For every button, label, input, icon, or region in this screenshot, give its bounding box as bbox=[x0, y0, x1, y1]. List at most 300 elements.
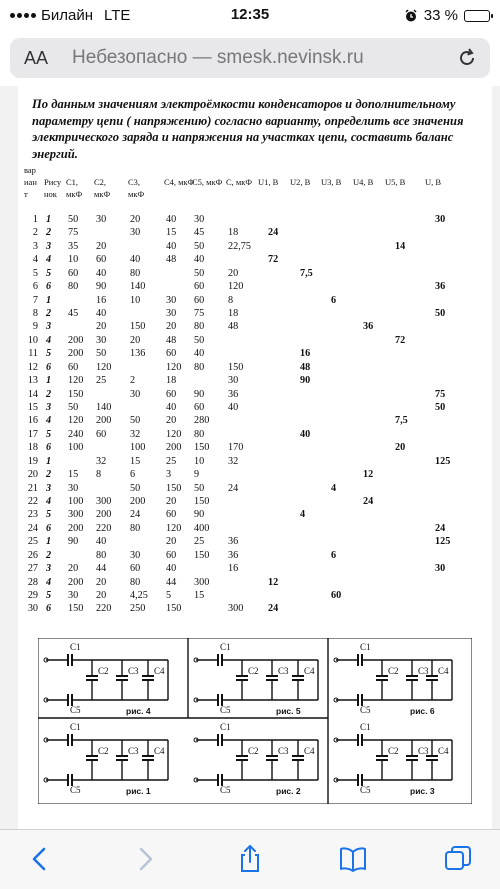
figure-number: 5 bbox=[46, 267, 52, 279]
table-cell: 200 bbox=[130, 496, 146, 508]
table-cell: 44 bbox=[96, 563, 107, 575]
figure-caption: рис. 2 bbox=[276, 786, 301, 796]
table-cell: 240 bbox=[68, 428, 84, 440]
table-cell: 15 bbox=[166, 227, 177, 239]
table-cell: 90 bbox=[194, 388, 205, 400]
table-cell: 40 bbox=[166, 214, 177, 225]
circuit-figure bbox=[194, 642, 318, 716]
table-cell: 3 bbox=[166, 469, 172, 481]
table-cell: 25 bbox=[166, 455, 177, 467]
table-cell: 140 bbox=[96, 402, 112, 414]
table-cell: 120 bbox=[166, 361, 182, 373]
table-cell: 220 bbox=[96, 522, 112, 534]
capacitor-label: C1 bbox=[360, 722, 371, 732]
capacitor-label: C1 bbox=[360, 642, 371, 652]
column-header-line: C, мкФ bbox=[226, 177, 253, 187]
tabs-icon[interactable] bbox=[443, 844, 473, 874]
table-cell: 300 bbox=[194, 576, 210, 588]
capacitor-label: C3 bbox=[128, 666, 139, 676]
table-cell: 20 bbox=[130, 334, 141, 346]
table-cell: 20 bbox=[96, 240, 107, 252]
capacitor-label: C3 bbox=[418, 666, 429, 676]
capacitor-label: C2 bbox=[248, 746, 259, 756]
table-cell: 12 bbox=[268, 576, 279, 588]
table-cell: 60 bbox=[96, 428, 107, 440]
figure-number: 5 bbox=[46, 348, 52, 360]
capacitor-label: C2 bbox=[98, 666, 109, 676]
table-cell: 30 bbox=[96, 214, 107, 225]
table-cell: 24 bbox=[268, 227, 279, 239]
table-cell: 40 bbox=[300, 428, 311, 440]
table-cell: 32 bbox=[96, 455, 107, 467]
chevron-left-icon[interactable] bbox=[25, 844, 55, 874]
capacitor-label: C3 bbox=[278, 666, 289, 676]
figure-number: 2 bbox=[46, 308, 52, 319]
table-cell: 80 bbox=[96, 549, 107, 561]
table-cell: 30 bbox=[130, 388, 141, 400]
variant-number: 18 bbox=[27, 442, 38, 454]
table-cell: 80 bbox=[130, 267, 141, 279]
column-header bbox=[24, 164, 37, 200]
table-cell: 30 bbox=[166, 294, 177, 306]
column-header bbox=[226, 176, 252, 188]
table-cell: 4 bbox=[331, 482, 337, 494]
table-cell: 150 bbox=[68, 603, 84, 615]
table-cell: 30 bbox=[194, 214, 205, 225]
table-cell: 20 bbox=[166, 415, 177, 427]
table-cell: 90 bbox=[194, 509, 205, 521]
table-cell: 90 bbox=[300, 375, 311, 387]
table-cell: 48 bbox=[166, 334, 177, 346]
table-cell: 220 bbox=[96, 603, 112, 615]
table-cell: 40 bbox=[228, 402, 239, 414]
table-cell: 20 bbox=[228, 267, 239, 279]
figure-number: 5 bbox=[46, 428, 52, 440]
table-cell: 80 bbox=[194, 428, 205, 440]
table-cell: 200 bbox=[68, 348, 84, 360]
table-cell: 16 bbox=[96, 294, 107, 306]
figure-number: 5 bbox=[46, 590, 52, 602]
table-cell: 40 bbox=[96, 536, 107, 548]
figure-number: 6 bbox=[46, 442, 52, 454]
table-cell: 250 bbox=[130, 603, 146, 615]
table-cell: 120 bbox=[228, 281, 244, 293]
bookmarks-icon[interactable] bbox=[338, 844, 368, 874]
column-header-line: мкФ bbox=[128, 189, 145, 199]
table-cell: 150 bbox=[228, 361, 244, 373]
table-cell: 200 bbox=[68, 334, 84, 346]
table-cell: 6 bbox=[130, 469, 136, 481]
variant-number: 27 bbox=[27, 563, 38, 575]
table-cell: 60 bbox=[194, 294, 205, 306]
table-cell: 24 bbox=[268, 603, 279, 615]
figure-number: 1 bbox=[46, 536, 52, 548]
table-cell: 24 bbox=[435, 522, 446, 534]
column-header-line: нок bbox=[44, 189, 57, 199]
capacitor-label: C4 bbox=[154, 746, 165, 756]
figure-number: 3 bbox=[46, 402, 52, 414]
table-cell: 32 bbox=[130, 428, 141, 440]
text-size-button[interactable] bbox=[24, 48, 48, 69]
figure-number: 6 bbox=[46, 361, 52, 373]
table-cell: 72 bbox=[395, 334, 406, 346]
variant-number: 20 bbox=[27, 469, 38, 481]
figure-number: 3 bbox=[46, 321, 52, 333]
variant-number: 15 bbox=[27, 402, 38, 414]
table-cell: 32 bbox=[228, 455, 239, 467]
figure-caption: рис. 4 bbox=[126, 706, 151, 716]
variant-number: 10 bbox=[27, 334, 38, 346]
table-cell: 100 bbox=[130, 442, 146, 454]
text-size-label: AA bbox=[24, 48, 49, 68]
table-cell: 136 bbox=[130, 348, 146, 360]
circuit-figure bbox=[44, 722, 168, 796]
table-cell: 9 bbox=[194, 469, 200, 481]
table-cell: 36 bbox=[363, 321, 374, 333]
table-cell: 50 bbox=[194, 482, 205, 494]
table-cell: 100 bbox=[68, 442, 84, 454]
column-header-line: U2, В bbox=[290, 177, 311, 187]
network-type: LTE bbox=[103, 7, 131, 24]
figure-number: 4 bbox=[46, 334, 52, 346]
table-cell: 200 bbox=[68, 522, 84, 534]
status-right bbox=[404, 7, 490, 24]
column-header bbox=[94, 176, 110, 200]
table-cell: 60 bbox=[166, 388, 177, 400]
variant-number: 12 bbox=[27, 361, 38, 373]
table-cell: 5 bbox=[166, 590, 172, 602]
table-cell: 50 bbox=[68, 214, 79, 225]
table-cell: 60 bbox=[166, 549, 177, 561]
variant-number: 29 bbox=[27, 590, 38, 602]
table-cell: 150 bbox=[166, 603, 182, 615]
table-cell: 75 bbox=[194, 308, 205, 319]
table-cell: 120 bbox=[68, 375, 84, 387]
table-cell: 20 bbox=[96, 576, 107, 588]
column-header-line: U5, В bbox=[385, 177, 406, 187]
clock: 12:35 bbox=[230, 6, 270, 23]
table-cell: 30 bbox=[130, 549, 141, 561]
capacitor-label: C3 bbox=[418, 746, 429, 756]
capacitor-label: C4 bbox=[304, 666, 315, 676]
table-cell: 45 bbox=[68, 308, 79, 319]
circuit-figure bbox=[334, 642, 452, 716]
url-text[interactable]: Небезопасно — smesk.nevinsk.ru bbox=[72, 47, 364, 68]
table-cell: 40 bbox=[194, 348, 205, 360]
battery-icon bbox=[464, 10, 490, 22]
circuit-figure bbox=[334, 722, 452, 796]
table-cell: 40 bbox=[166, 240, 177, 252]
table-cell: 50 bbox=[130, 482, 141, 494]
table-cell: 10 bbox=[68, 254, 79, 266]
table-cell: 300 bbox=[68, 509, 84, 521]
table-cell: 120 bbox=[166, 428, 182, 440]
variant-number: 30 bbox=[27, 603, 38, 615]
figure-number: 6 bbox=[46, 522, 52, 534]
table-cell: 80 bbox=[194, 361, 205, 373]
variant-number: 22 bbox=[27, 496, 38, 508]
table-cell: 40 bbox=[194, 254, 205, 266]
table-cell: 75 bbox=[435, 388, 446, 400]
figure-number: 4 bbox=[46, 576, 52, 588]
variant-number: 6 bbox=[32, 281, 38, 293]
table-cell: 48 bbox=[228, 321, 239, 333]
figure-number: 3 bbox=[46, 240, 52, 252]
table-cell: 60 bbox=[96, 254, 107, 266]
table-cell: 120 bbox=[96, 361, 112, 373]
table-cell: 20 bbox=[166, 496, 177, 508]
variant-number: 1 bbox=[32, 214, 38, 225]
table-cell: 50 bbox=[96, 348, 107, 360]
capacitor-label: C1 bbox=[70, 642, 81, 652]
table-cell: 150 bbox=[130, 321, 146, 333]
table-cell: 18 bbox=[228, 308, 239, 319]
table-cell: 20 bbox=[166, 536, 177, 548]
table-cell: 120 bbox=[68, 415, 84, 427]
reload-icon[interactable] bbox=[456, 47, 478, 69]
table-cell: 125 bbox=[435, 455, 451, 467]
status-bar bbox=[0, 0, 500, 34]
table-cell: 36 bbox=[228, 536, 239, 548]
table-cell: 30 bbox=[68, 482, 79, 494]
table-cell: 150 bbox=[68, 388, 84, 400]
share-icon[interactable] bbox=[235, 844, 265, 874]
column-header-line: C1, bbox=[66, 177, 79, 187]
table-cell: 8 bbox=[228, 294, 234, 306]
table-cell: 300 bbox=[96, 496, 112, 508]
table-cell: 20 bbox=[96, 321, 107, 333]
column-header-line: иан bbox=[24, 177, 37, 187]
table-cell: 200 bbox=[96, 509, 112, 521]
table-cell: 72 bbox=[268, 254, 279, 266]
variant-number: 9 bbox=[32, 321, 38, 333]
figure-number: 6 bbox=[46, 603, 52, 615]
table-cell: 40 bbox=[96, 308, 107, 319]
variant-number: 19 bbox=[27, 455, 38, 467]
table-cell: 15 bbox=[194, 590, 205, 602]
capacitor-label: C5 bbox=[360, 785, 371, 795]
column-header-line: C5, мкФ bbox=[192, 177, 223, 187]
capacitor-label: C5 bbox=[220, 705, 231, 715]
table-cell: 15 bbox=[68, 469, 79, 481]
table-cell: 14 bbox=[395, 240, 406, 252]
column-header-line: U1, В bbox=[258, 177, 279, 187]
capacitor-label: C2 bbox=[388, 746, 399, 756]
table-cell: 20 bbox=[166, 321, 177, 333]
figure-number: 2 bbox=[46, 469, 52, 481]
column-header bbox=[353, 176, 373, 188]
table-cell: 20 bbox=[395, 442, 406, 454]
table-cell: 80 bbox=[130, 576, 141, 588]
figure-number: 1 bbox=[46, 375, 52, 387]
battery-percent: 33 % bbox=[423, 7, 458, 24]
column-header bbox=[128, 176, 144, 200]
web-page bbox=[18, 86, 492, 829]
table-cell: 25 bbox=[194, 536, 205, 548]
table-cell: 150 bbox=[166, 482, 182, 494]
table-cell: 12 bbox=[363, 469, 374, 481]
capacitor-label: C5 bbox=[220, 785, 231, 795]
variant-number: 23 bbox=[27, 509, 38, 521]
table-cell: 125 bbox=[435, 536, 451, 548]
figure-number: 1 bbox=[46, 214, 52, 225]
table-cell: 24 bbox=[363, 496, 374, 508]
table-cell: 170 bbox=[228, 442, 244, 454]
column-header bbox=[385, 176, 405, 188]
table-cell: 36 bbox=[228, 388, 239, 400]
table-cell: 10 bbox=[194, 455, 205, 467]
table-cell: 60 bbox=[166, 509, 177, 521]
capacitor-label: C5 bbox=[360, 705, 371, 715]
table-cell: 60 bbox=[194, 281, 205, 293]
table-cell: 6 bbox=[331, 549, 337, 561]
table-cell: 16 bbox=[300, 348, 311, 360]
column-header-line: т bbox=[24, 189, 28, 199]
column-header bbox=[44, 176, 61, 200]
table-cell: 24 bbox=[130, 509, 141, 521]
table-cell: 90 bbox=[68, 536, 79, 548]
variant-number: 3 bbox=[32, 240, 38, 252]
table-cell: 4,25 bbox=[130, 590, 148, 602]
table-cell: 80 bbox=[130, 522, 141, 534]
table-cell: 80 bbox=[194, 321, 205, 333]
variant-number: 14 bbox=[27, 388, 38, 400]
table-cell: 200 bbox=[96, 415, 112, 427]
table-cell: 40 bbox=[96, 267, 107, 279]
table-cell: 7,5 bbox=[395, 415, 408, 427]
table-cell: 80 bbox=[68, 281, 79, 293]
table-cell: 30 bbox=[68, 590, 79, 602]
column-header-line: U4, В bbox=[353, 177, 374, 187]
variant-number: 28 bbox=[27, 576, 38, 588]
table-cell: 400 bbox=[194, 522, 210, 534]
address-bar[interactable] bbox=[10, 38, 490, 78]
table-cell: 18 bbox=[228, 227, 239, 239]
column-header bbox=[164, 176, 194, 188]
variant-number: 5 bbox=[32, 267, 38, 279]
table-cell: 75 bbox=[68, 227, 79, 239]
figure-number: 3 bbox=[46, 482, 52, 494]
table-cell: 200 bbox=[68, 576, 84, 588]
column-header-line: U3, В bbox=[321, 177, 342, 187]
table-cell: 36 bbox=[228, 549, 239, 561]
column-header-line: Рису bbox=[44, 177, 62, 187]
capacitor-label: C2 bbox=[98, 746, 109, 756]
figure-number: 2 bbox=[46, 388, 52, 400]
table-cell: 40 bbox=[130, 254, 141, 266]
figures-frame bbox=[38, 638, 472, 804]
table-cell: 18 bbox=[166, 375, 177, 387]
capacitor-label: C4 bbox=[154, 666, 165, 676]
variant-number: 16 bbox=[27, 415, 38, 427]
column-header-line: вар bbox=[24, 165, 36, 175]
table-cell: 35 bbox=[68, 240, 79, 252]
table-cell: 90 bbox=[96, 281, 107, 293]
variant-number: 4 bbox=[32, 254, 38, 266]
table-cell: 25 bbox=[96, 375, 107, 387]
column-header-line: U, В bbox=[425, 177, 442, 187]
table-cell: 45 bbox=[194, 227, 205, 239]
table-cell: 280 bbox=[194, 415, 210, 427]
variant-number: 7 bbox=[32, 294, 38, 306]
figure-caption: рис. 5 bbox=[276, 706, 301, 716]
capacitor-label: C2 bbox=[388, 666, 399, 676]
figure-caption: рис. 3 bbox=[410, 786, 435, 796]
figure-number: 3 bbox=[46, 563, 52, 575]
column-header bbox=[321, 176, 341, 188]
table-cell: 2 bbox=[130, 375, 136, 387]
variant-number: 24 bbox=[27, 522, 38, 534]
table-cell: 60 bbox=[68, 361, 79, 373]
variant-number: 2 bbox=[32, 227, 38, 239]
figure-number: 6 bbox=[46, 281, 52, 293]
circuit-figure bbox=[44, 642, 168, 716]
column-header-line: мкФ bbox=[94, 189, 111, 199]
variant-number: 25 bbox=[27, 536, 38, 548]
figure-caption: рис. 1 bbox=[126, 786, 151, 796]
table-cell: 60 bbox=[68, 267, 79, 279]
table-cell: 15 bbox=[130, 455, 141, 467]
capacitor-label: C4 bbox=[304, 746, 315, 756]
column-header-line: мкФ bbox=[66, 189, 83, 199]
variant-number: 13 bbox=[27, 375, 38, 387]
table-cell: 20 bbox=[68, 563, 79, 575]
figure-number: 4 bbox=[46, 415, 52, 427]
table-cell: 20 bbox=[96, 590, 107, 602]
column-header bbox=[192, 176, 222, 188]
table-cell: 60 bbox=[194, 402, 205, 414]
table-cell: 40 bbox=[166, 402, 177, 414]
alarm-icon bbox=[404, 9, 418, 23]
table-cell: 60 bbox=[331, 590, 342, 602]
table-cell: 200 bbox=[166, 442, 182, 454]
task-heading: По данным значениям электроёмкости конденсаторов и дополнительному параметру цепи ( напряжению) согласно варианту, определить все значения электрического заряда и напряжения на участках цепи, составить баланс энергий. bbox=[32, 97, 464, 161]
capacitor-label: C3 bbox=[278, 746, 289, 756]
table-cell: 20 bbox=[130, 214, 141, 225]
figure-caption: рис. 6 bbox=[410, 706, 435, 716]
table-cell: 50 bbox=[435, 308, 446, 319]
column-header-line: C2, bbox=[94, 177, 107, 187]
table-cell: 140 bbox=[130, 281, 146, 293]
table-cell: 40 bbox=[166, 563, 177, 575]
figure-number: 5 bbox=[46, 509, 52, 521]
chevron-right-icon[interactable] bbox=[130, 844, 160, 874]
table-cell: 50 bbox=[194, 240, 205, 252]
capacitor-label: C2 bbox=[248, 666, 259, 676]
capacitor-label: C1 bbox=[70, 722, 81, 732]
table-cell: 6 bbox=[331, 294, 337, 306]
table-cell: 48 bbox=[166, 254, 177, 266]
table-cell: 300 bbox=[228, 603, 244, 615]
table-cell: 16 bbox=[228, 563, 239, 575]
table-cell: 24 bbox=[228, 482, 239, 494]
table-cell: 150 bbox=[194, 496, 210, 508]
table-cell: 30 bbox=[228, 375, 239, 387]
table-cell: 30 bbox=[166, 308, 177, 319]
table-cell: 7,5 bbox=[300, 267, 313, 279]
table-cell: 150 bbox=[194, 549, 210, 561]
figure-number: 4 bbox=[46, 496, 52, 508]
table-cell: 150 bbox=[194, 442, 210, 454]
table-cell: 30 bbox=[435, 563, 446, 575]
capacitor-label: C5 bbox=[70, 785, 81, 795]
column-header bbox=[66, 176, 82, 200]
browser-chrome bbox=[0, 34, 500, 86]
capacitor-label: C4 bbox=[438, 666, 449, 676]
capacitor-label: C1 bbox=[220, 642, 231, 652]
column-header bbox=[290, 176, 310, 188]
table-cell: 60 bbox=[130, 563, 141, 575]
